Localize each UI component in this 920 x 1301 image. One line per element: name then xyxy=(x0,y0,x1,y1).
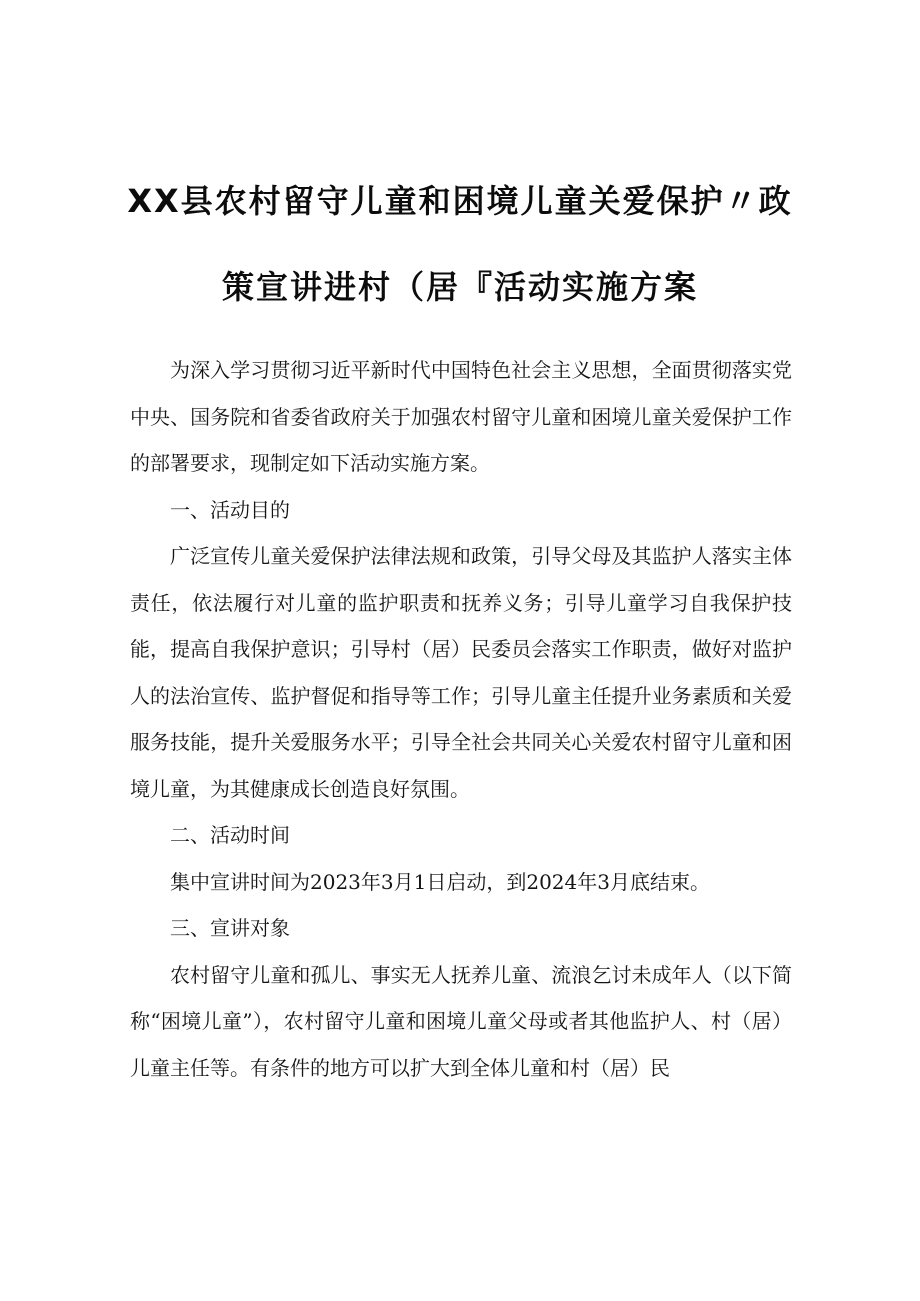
section-heading-audience: 三、宣讲对象 xyxy=(170,916,290,940)
section-heading-time: 二、活动时间 xyxy=(170,823,290,847)
purpose-paragraph: 广泛宣传儿童关爱保护法律法规和政策，引导父母及其监护人落实主体责任，依法履行对儿童的监护职责和抚养义务；引导儿童学习自我保护技能，提高自我保护意识；引导村（居）民委员会落实工作职责，做好对监护人的法治宣传、监护督促和指导等工作；引导儿童主任提升业务素质和关爱服务技能，提升关爱服务水平；引导全社会共同关心关爱农村留守儿童和困境儿童，为其健康成长创造良好氛围。 xyxy=(130,544,792,801)
intro-paragraph: 为深入学习贯彻习近平新时代中国特色社会主义思想，全面贯彻落实党中央、国务院和省委省政府关于加强农村留守儿童和困境儿童关爱保护工作的部署要求，现制定如下活动实施方案。 xyxy=(130,358,792,475)
document-title-line-2: 策宣讲进村（居『活动实施方案 xyxy=(221,268,698,306)
document-title-line-1: XX县农村留守儿童和困境儿童关爱保护〃政 xyxy=(127,182,793,220)
section-heading-purpose: 一、活动目的 xyxy=(170,497,290,522)
audience-paragraph: 农村留守儿童和孤儿、事实无人抚养儿童、流浪乞讨未成年人（以下简称“困境儿童”），农村留守儿童和困境儿童父母或者其他监护人、村（居）儿童主任等。有条件的地方可以扩大到全体儿童和村（居）民 xyxy=(130,962,792,1080)
document-body xyxy=(130,347,792,1091)
time-paragraph: 集中宣讲时间为2023年3月1日启动，到2024年3月底结束。 xyxy=(170,869,710,894)
